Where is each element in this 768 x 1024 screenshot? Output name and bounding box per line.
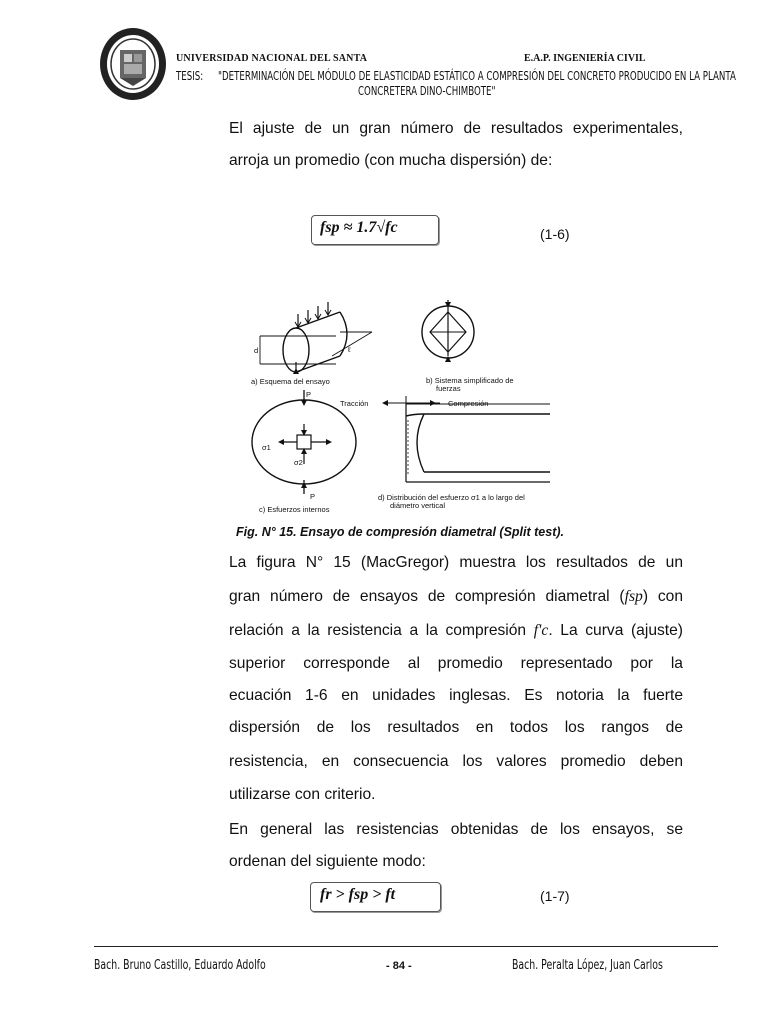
sigma1-label: σ1 bbox=[262, 443, 271, 452]
equation-number-1-7: (1-7) bbox=[540, 888, 570, 904]
compresion-label: Compresión bbox=[448, 399, 489, 408]
paragraph3-line1: En general las resistencias obtenidas de los ensayos, se bbox=[229, 821, 683, 838]
force-p-top-label: P bbox=[306, 390, 312, 399]
paragraph3-line2: ordenan del siguiente modo: bbox=[229, 853, 426, 870]
diameter-label: d bbox=[254, 346, 259, 355]
paragraph2-line1: La figura N° 15 (MacGregor) muestra los resultados de un bbox=[229, 554, 683, 571]
figure-caption: Fig. N° 15. Ensayo de compresión diametral (Split test). bbox=[236, 525, 564, 539]
fsp-symbol: fsp bbox=[624, 588, 643, 605]
university-name: UNIVERSIDAD NACIONAL DEL SANTA bbox=[176, 53, 368, 64]
page-number: - 84 - bbox=[386, 960, 412, 972]
equation-number-1-6: (1-6) bbox=[540, 226, 570, 242]
paragraph2-line2-end: ) con bbox=[642, 588, 683, 605]
paragraph2-line8: utilizarse con criterio. bbox=[229, 786, 376, 803]
paragraph2-line2 bbox=[229, 587, 683, 607]
paragraph2-line4: superior corresponde al promedio representado por la bbox=[229, 655, 683, 672]
force-p-bottom-label: P bbox=[310, 492, 316, 501]
figure-label-c: c) Esfuerzos internos bbox=[259, 505, 330, 514]
figure-label-a: a) Esquema del ensayo bbox=[251, 377, 330, 386]
split-test-figure bbox=[240, 292, 570, 514]
equation-1-7: fr > fsp > ft bbox=[320, 886, 396, 903]
fc-symbol: f'c bbox=[533, 622, 549, 639]
footer-divider bbox=[94, 946, 718, 947]
paragraph2-line5: ecuación 1-6 en unidades inglesas. Es notoria la fuerte bbox=[229, 687, 683, 704]
tesis-label: TESIS: bbox=[176, 69, 204, 83]
figure-label-d-line2: diámetro vertical bbox=[390, 501, 446, 510]
thesis-title-line2: CONCRETERA DINO-CHIMBOTE" bbox=[358, 84, 496, 98]
figure-label-b-line1: b) Sistema simplificado de bbox=[426, 376, 514, 385]
paragraph2-line3 bbox=[229, 621, 683, 641]
traccion-label: Tracción bbox=[340, 399, 369, 408]
paragraph2-line3-text: relación a la resistencia a la compresión bbox=[229, 622, 534, 639]
sigma2-label: σ2 bbox=[294, 458, 303, 467]
paragraph1-line1: El ajuste de un gran número de resultados experimentales, bbox=[229, 120, 683, 137]
footer-author-right: Bach. Peralta López, Juan Carlos bbox=[512, 958, 663, 973]
paragraph2-line2-text: gran número de ensayos de compresión diametral ( bbox=[229, 588, 625, 605]
paragraph1-line2: arroja un promedio (con mucha dispersión) de: bbox=[229, 152, 553, 169]
school-name: E.A.P. INGENIERÍA CIVIL bbox=[524, 53, 646, 64]
thesis-title-line1: "DETERMINACIÓN DEL MÓDULO DE ELASTICIDAD ESTÁTICO A COMPRESIÓN DEL CONCRETO PRODUCIDO EN LA PLANTA bbox=[218, 69, 736, 83]
paragraph2-line6: dispersión de los resultados en todos los rangos de bbox=[229, 719, 683, 736]
paragraph2-line3-end: . La curva (ajuste) bbox=[548, 622, 683, 639]
figure-label-d-line1: d) Distribución del esfuerzo σ1 a lo largo del bbox=[378, 493, 525, 502]
equation-1-6: fsp ≈ 1.7√fc bbox=[320, 219, 398, 236]
university-seal-logo bbox=[98, 26, 168, 102]
paragraph2-line7: resistencia, en consecuencia los valores promedio deben bbox=[229, 753, 683, 770]
figure-label-b-line2: fuerzas bbox=[436, 384, 461, 393]
length-label: ℓ bbox=[348, 345, 351, 354]
footer-author-left: Bach. Bruno Castillo, Eduardo Adolfo bbox=[94, 958, 266, 973]
